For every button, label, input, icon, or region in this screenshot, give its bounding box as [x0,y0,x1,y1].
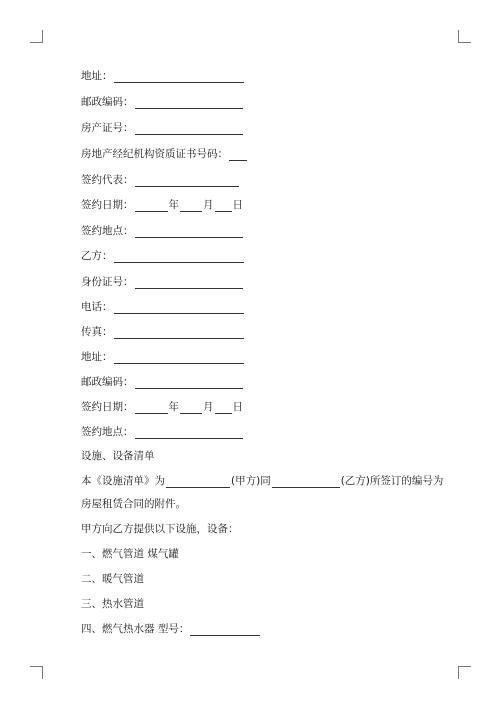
item-hot-water-pipe: 三、热水管道 [81,598,144,610]
list-item [81,597,144,611]
corner-mark-bottom-left [30,666,43,679]
postcode-line-1 [81,95,244,109]
phone-label: 电话： [81,301,113,313]
postcode-line-2 [81,375,244,389]
id-number-label: 身份证号： [81,276,134,288]
model-blank[interactable] [190,624,260,636]
para-text-c: (乙方)所签订的编号为 [340,475,444,487]
sign-place-line-2 [81,425,244,439]
day-label: 日 [232,199,243,211]
para-text-b: (甲方)同 [231,475,271,487]
postcode-blank[interactable] [135,377,243,389]
postcode-blank[interactable] [135,97,243,109]
signing-rep-line [81,173,240,187]
id-number-blank[interactable] [135,277,243,289]
para-text-a: 本《设施清单》为 [81,475,165,487]
sign-place-line-1 [81,224,244,238]
party-b-blank[interactable] [114,251,244,263]
list-item [81,572,144,586]
party-a-blank[interactable] [166,476,230,488]
party-b-line [81,249,245,263]
signing-rep-blank[interactable] [135,175,239,187]
address-label: 地址： [81,70,113,82]
corner-mark-top-left [30,30,43,43]
fax-line [81,325,245,339]
list-item [81,622,261,636]
day-blank[interactable] [215,402,232,414]
section-heading [81,449,155,463]
sign-place-label: 签约地点： [81,426,134,438]
year-label: 年 [168,199,179,211]
facility-list-heading: 设施、设备清单 [81,450,155,462]
address-label: 地址： [81,351,113,363]
year-blank[interactable] [135,402,168,414]
id-number-line [81,275,244,289]
party-b-label: 乙方： [81,250,113,262]
para-continuation: 房屋租赁合同的附件。 [81,498,186,510]
address-line-1 [81,69,245,83]
sign-date-label: 签约日期： [81,199,134,211]
month-blank[interactable] [180,402,202,414]
day-label: 日 [232,401,243,413]
intro-line [81,522,239,536]
postcode-label: 邮政编码： [81,96,134,108]
day-blank[interactable] [215,200,232,212]
address-blank[interactable] [114,352,244,364]
address-blank[interactable] [114,71,244,83]
signing-rep-label: 签约代表： [81,174,134,186]
list-item [81,547,179,561]
fax-blank[interactable] [114,327,244,339]
sign-place-blank[interactable] [135,226,243,238]
item-gas-heater: 四、燃气热水器 型号： [81,623,190,635]
sign-date-line-1 [81,198,243,212]
property-cert-label: 房产证号： [81,122,134,134]
agency-cert-label: 房地产经纪机构资质证书号码： [81,148,228,160]
fax-label: 传真： [81,326,113,338]
contract-paragraph-line [81,474,443,488]
postcode-label: 邮政编码： [81,376,134,388]
sign-place-label: 签约地点： [81,225,134,237]
intro-text: 甲方向乙方提供以下设施，设备： [81,523,239,535]
item-heating-pipe: 二、暖气管道 [81,573,144,585]
year-label: 年 [168,401,179,413]
sign-date-label: 签约日期： [81,401,134,413]
phone-line [81,300,245,314]
sign-date-line-2 [81,400,243,414]
property-cert-blank[interactable] [135,123,243,135]
item-gas-pipe: 一、燃气管道 煤气罐 [81,548,179,560]
year-blank[interactable] [135,200,168,212]
contract-paragraph-cont [81,497,186,511]
corner-mark-top-right [458,30,471,43]
agency-cert-line [81,147,248,161]
party-b-blank[interactable] [272,476,340,488]
sign-place-blank[interactable] [135,427,243,439]
address-line-2 [81,350,245,364]
month-label: 月 [203,401,214,413]
property-cert-line [81,121,244,135]
agency-cert-blank[interactable] [229,149,247,161]
month-label: 月 [203,199,214,211]
phone-blank[interactable] [114,302,244,314]
corner-mark-bottom-right [458,666,471,679]
month-blank[interactable] [180,200,202,212]
